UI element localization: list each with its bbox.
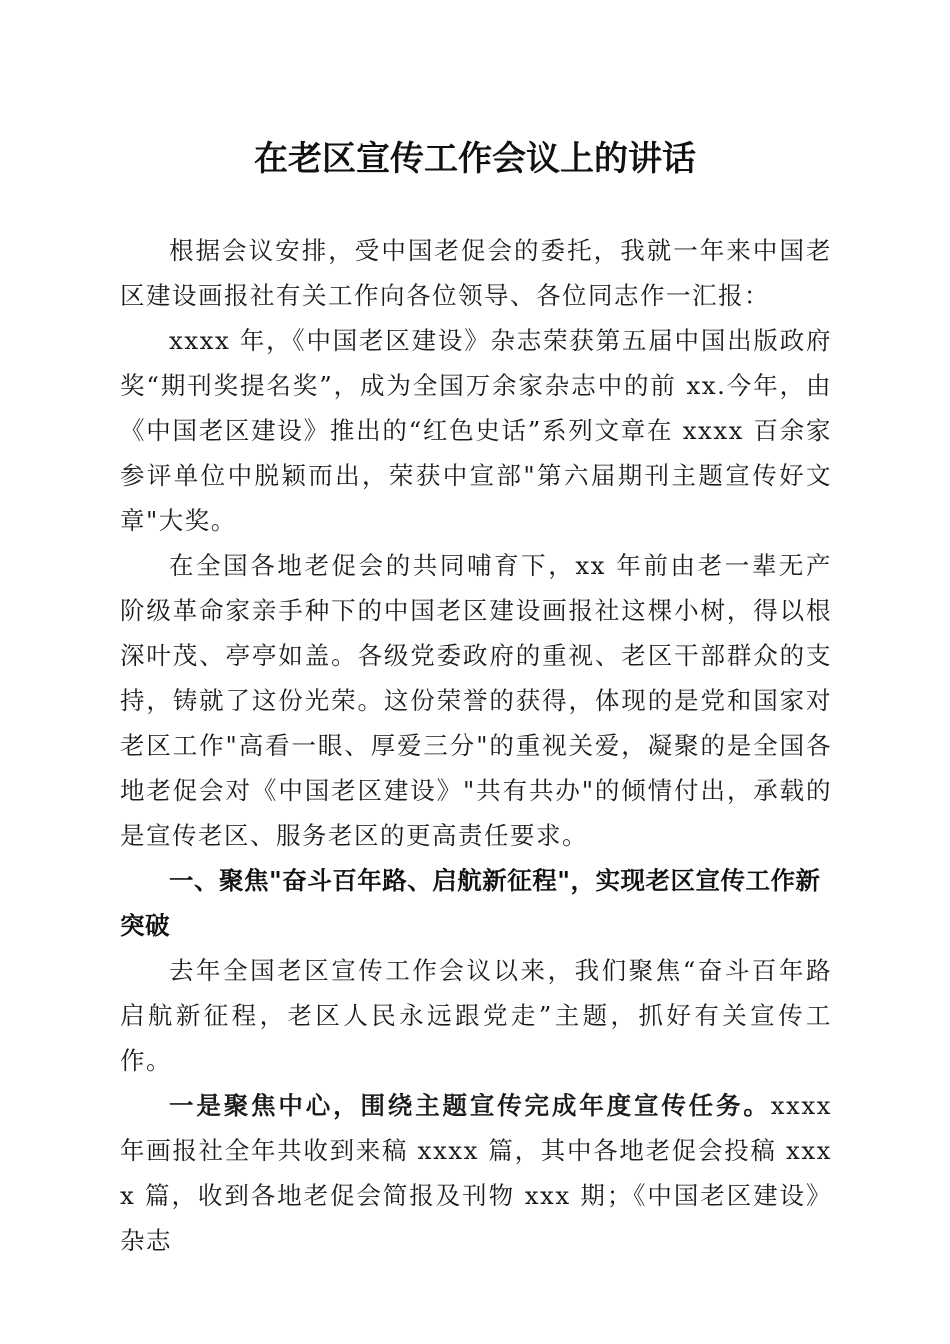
document-body	[120, 228, 832, 1263]
paragraph-award: xxxx 年，《中国老区建设》杂志荣获第五届中国出版政府奖“期刊奖提名奖”，成为全国万余家杂志中的前 xx.今年，由《中国老区建设》推出的“红色史话”系列文章在 xxxx 百余家参评单位中脱颖而出，荣获中宣部"第六届期刊主题宣传好文章"大奖。	[120, 326, 832, 535]
paragraph-honor: 在全国各地老促会的共同哺育下，xx 年前由老一辈无产阶级革命家亲手种下的中国老区建设画报社这棵小树，得以根深叶茂、亭亭如盖。各级党委政府的重视、老区干部群众的支持，铸就了这份光荣。这份荣誉的获得，体现的是党和国家对老区工作"高看一眼、厚爱三分"的重视关爱，凝聚的是全国各地老促会对《中国老区建设》"共有共办"的倾情付出，承载的是宣传老区、服务老区的更高责任要求。	[120, 551, 832, 850]
paragraph-section-intro: 去年全国老区宣传工作会议以来，我们聚焦“奋斗百年路启航新征程，老区人民永远跟党走”主题，抓好有关宣传工作。	[120, 956, 832, 1075]
paragraph-point-one	[120, 1083, 832, 1263]
document-title: 在老区宣传工作会议上的讲话	[254, 139, 696, 179]
point-one-text: xxxx 年画报社全年共收到来稿 xxxx 篇，其中各地老促会投稿 xxxx 篇，收到各地老促会简报及刊物 xxx 期；《中国老区建设》杂志	[120, 1091, 832, 1255]
paragraph-opening: 根据会议安排，受中国老促会的委托，我就一年来中国老区建设画报社有关工作向各位领导、各位同志作一汇报：	[120, 236, 832, 310]
section-heading: 一、聚焦"奋斗百年路、启航新征程"，实现老区宣传工作新突破	[120, 866, 821, 940]
point-one-lead: 一是聚焦中心，围绕主题宣传完成年度宣传任务。	[169, 1091, 771, 1120]
